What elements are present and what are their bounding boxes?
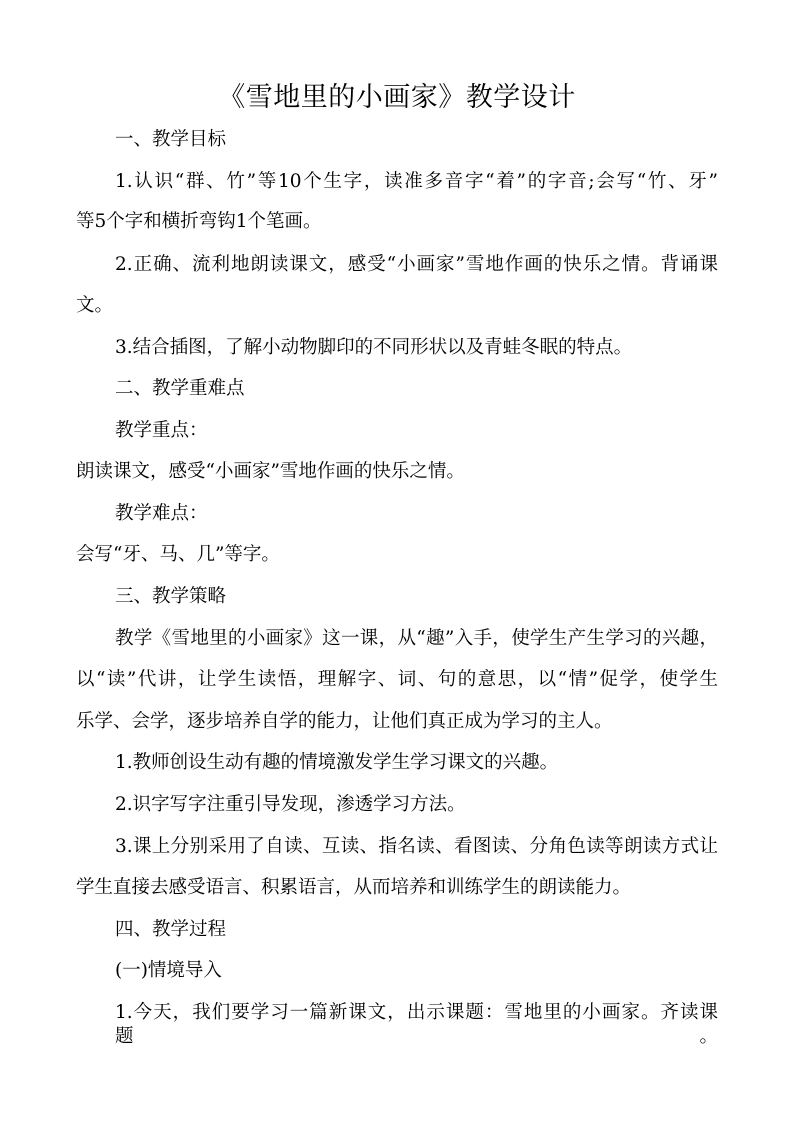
subheading-situation-intro: (一)情境导入 <box>115 960 222 981</box>
paragraph-line: 朗读课文，感受“小画家”雪地作画的快乐之情。 <box>76 461 465 482</box>
section-heading-strategy: 三、教学策略 <box>115 586 227 607</box>
subheading-difficult-point: 教学难点： <box>115 503 208 524</box>
paragraph-line: 乐学、会学，逐步培养自学的能力，让他们真正成为学习的主人。 <box>76 711 613 732</box>
section-heading-process: 四、教学过程 <box>115 919 227 940</box>
paragraph-line: 以“读”代讲，让学生读悟，理解字、词、句的意思，以“情”促学，使学生 <box>76 669 718 690</box>
paragraph-line: 2.识字写字注重引导发现，渗透学习方法。 <box>115 794 466 815</box>
section-heading-key-points: 二、教学重难点 <box>115 378 245 399</box>
paragraph-line: 1.认识“群、竹”等10个生字，读准多音字“着”的字音;会写“竹、牙” <box>115 171 718 192</box>
document-title: 《雪地里的小画家》教学设计 <box>218 82 576 113</box>
section-heading-objectives: 一、教学目标 <box>115 129 227 150</box>
paragraph-line: 等5个字和横折弯钩1个笔画。 <box>76 211 322 232</box>
paragraph-line: 会写“牙、马、几”等字。 <box>76 544 280 565</box>
paragraph-line: 文。 <box>76 295 114 316</box>
paragraph-line: 教学《雪地里的小画家》这一课，从“趣”入手，使学生产生学习的兴趣， <box>115 628 718 649</box>
paragraph-line: 学生直接去感受语言、积累语言，从而培养和训练学生的朗读能力。 <box>76 877 632 898</box>
paragraph-line: 2.正确、流利地朗读课文，感受“小画家”雪地作画的快乐之情。背诵课 <box>115 254 718 275</box>
paragraph-line: 1.教师创设生动有趣的情境激发学生学习课文的兴趣。 <box>115 752 559 773</box>
paragraph-line: 3.结合插图，了解小动物脚印的不同形状以及青蛙冬眠的特点。 <box>115 337 633 358</box>
paragraph-line: 3.课上分别采用了自读、互读、指名读、看图读、分角色读等朗读方式让 <box>115 836 718 857</box>
subheading-key-point: 教学重点： <box>115 420 208 441</box>
paragraph-line: 1.今天，我们要学习一篇新课文，出示课题：雪地里的小画家。齐读课题。 <box>115 1002 718 1047</box>
